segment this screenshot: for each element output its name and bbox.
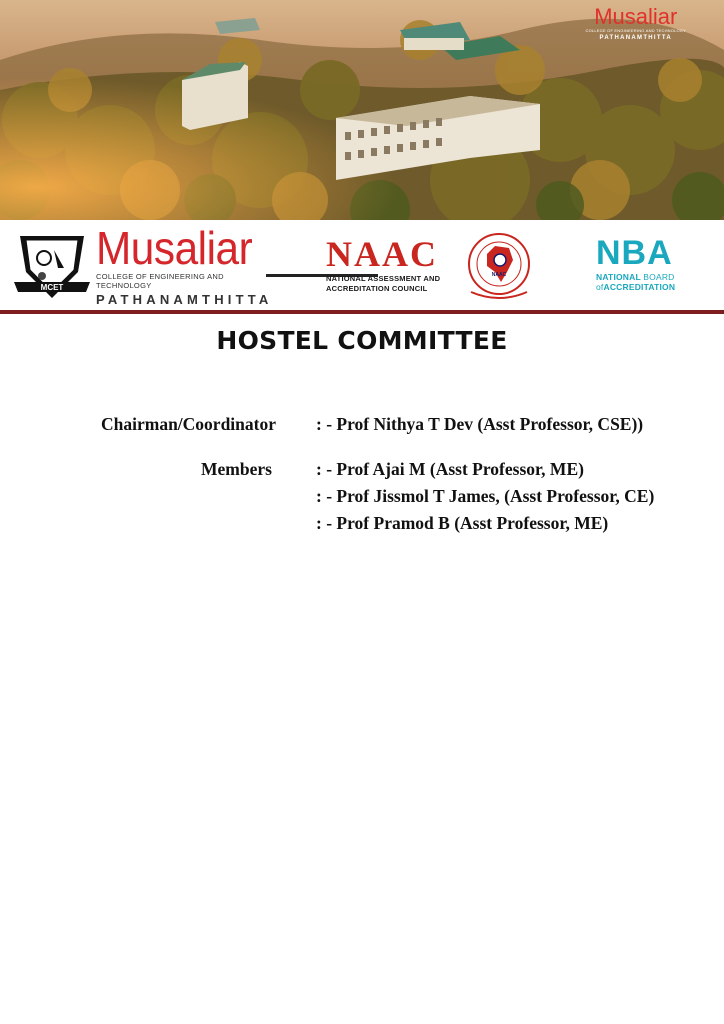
members-label: Members [201, 459, 272, 479]
chairman-label: Chairman/Coordinator [101, 414, 276, 434]
naac-seal-logo [465, 232, 533, 302]
nba-line-2 [596, 282, 708, 292]
musaliar-place: PATHANAMTHITTA [96, 292, 273, 307]
naac-line-2: ACCREDITATION COUNCIL [326, 284, 428, 293]
nba-line-1-bold: NATIONAL [596, 272, 641, 282]
hero-logo-subtitle: COLLEGE OF ENGINEERING AND TECHNOLOGY [585, 28, 686, 33]
nba-wordmark: NBA [596, 234, 673, 272]
mcet-emblem-logo [14, 232, 90, 302]
chairman-value: : - Prof Nithya T Dev (Asst Professor, CSE)) [316, 414, 644, 434]
nba-logo [596, 234, 708, 292]
page-title: HOSTEL COMMITTEE [216, 326, 508, 355]
hero-musaliar-logo [586, 6, 686, 42]
naac-seal-text: NAAC [491, 272, 507, 278]
musaliar-wordmark: Musaliar [96, 222, 253, 274]
nba-line-2-bold: ACCREDITATION [603, 282, 676, 292]
mcet-emblem-text: MCET [40, 283, 64, 292]
member-item: : - Prof Jissmol T James, (Asst Professor, CE) [316, 486, 655, 506]
naac-line-1: NATIONAL ASSESSMENT AND [326, 274, 441, 283]
campus-hero-image [0, 0, 724, 220]
nba-line-1-light: BOARD [643, 272, 675, 282]
hero-logo-place: PATHANAMTHITTA [599, 35, 673, 41]
member-item: : - Prof Pramod B (Asst Professor, ME) [316, 513, 609, 533]
naac-logo [326, 234, 462, 294]
hero-logo-word: Musaliar [594, 4, 678, 29]
nba-line-1 [596, 272, 708, 282]
maroon-divider-rule [0, 310, 724, 314]
musaliar-tagline: COLLEGE OF ENGINEERING AND TECHNOLOGY [96, 272, 224, 290]
member-item: : - Prof Ajai M (Asst Professor, ME) [316, 459, 584, 479]
naac-wordmark: NAAC [326, 234, 438, 274]
musaliar-college-logo [96, 222, 276, 307]
nba-line-2-light: of [596, 282, 604, 292]
